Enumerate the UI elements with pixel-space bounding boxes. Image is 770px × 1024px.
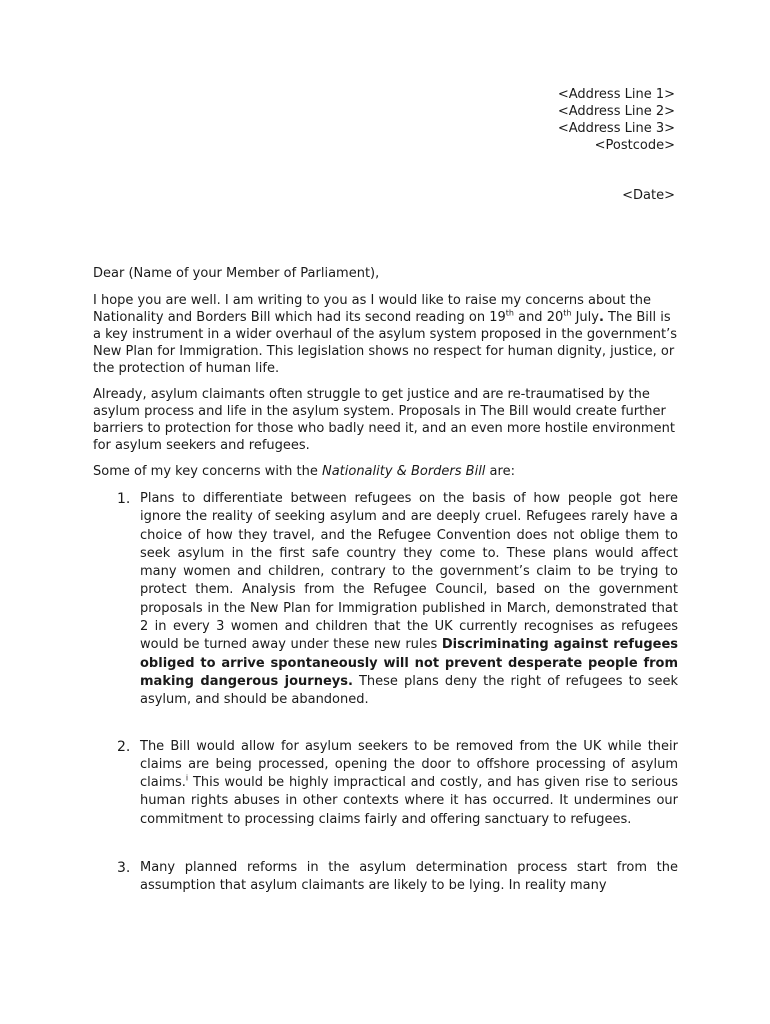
concerns-intro-before: Some of my key concerns with the xyxy=(93,464,322,479)
intro-bold-dot: . xyxy=(598,310,604,325)
intro-sup-2: th xyxy=(563,308,572,318)
intro-text-1: I hope you are well. I am writing to you as I would like to raise my concerns about the Nationality and Borders Bill which had its second reading on 19 xyxy=(93,293,651,325)
letter-date: <Date> xyxy=(622,188,675,203)
concerns-intro-after: are: xyxy=(485,464,515,479)
bill-name: Nationality & Borders Bill xyxy=(321,464,486,479)
intro-text-3: July xyxy=(571,310,599,325)
concerns-intro xyxy=(93,463,678,480)
concern-1-text: Plans to differentiate between refugees on the basis of how people got here ignore the reality of seeking asylum and are deeply cruel. Refugees rarely have a choice of how they travel, and the Refugee Convention does not oblige them to seek asylum in the first safe country they come to. These plans would affect many women and children, contrary to the government’s claim to be trying to protect them. Analysis from the Refugee Council, based on the government proposals in the New Plan for Immigration published in March, demonstrated that 2 in every 3 women and children that the UK currently recognises as refugees would be turned away under these new rules xyxy=(140,491,678,653)
list-item xyxy=(93,490,678,710)
concern-2-after: This would be highly impractical and costly, and has given rise to serious human rights abuses in other contexts where it has occurred. It undermines our commitment to processing claims fairly and offering sanctuary to refugees. xyxy=(140,775,678,827)
list-number: 1. xyxy=(117,491,131,507)
intro-sup-1: th xyxy=(505,308,514,318)
address-postcode: <Postcode> xyxy=(594,138,675,153)
list-item xyxy=(93,738,678,829)
concern-2-text: The Bill would allow for asylum seekers to be removed from the UK while their claims are being processed, opening the door to offshore processing of asylum claims. xyxy=(140,738,678,791)
letter-body xyxy=(93,265,678,896)
paragraph-2: Already, asylum claimants often struggle to get justice and are re-traumatised by the asylum process and life in the asylum system. Proposals in The Bill would create further barriers to protection for those who badly need it, and an even more hostile environment for asylum seekers and refugees. xyxy=(93,387,675,453)
concerns-list xyxy=(93,490,678,896)
concern-3-text: Many planned reforms in the asylum determination process start from the assumption that asylum claimants are likely to be lying. In reality many xyxy=(140,860,678,894)
address-line-1: <Address Line 1> xyxy=(557,87,675,102)
intro-text-4: The Bill is a key instrument in a wider overhaul of the asylum system proposed in the government’s New Plan for Immigration. This legislation shows no respect for human dignity, justice, or the protection of human life. xyxy=(93,310,677,376)
sender-address xyxy=(558,86,675,154)
address-line-2: <Address Line 2> xyxy=(557,104,675,119)
intro-paragraph xyxy=(93,292,678,377)
concern-1-bold: Discriminating against refugees obliged to arrive spontaneously will not prevent desperate people from making dangerous journeys. xyxy=(140,637,679,689)
concern-1-after: These plans deny the right of refugees to seek asylum, and should be abandoned. xyxy=(140,673,678,708)
list-number: 3. xyxy=(117,860,131,877)
salutation: Dear (Name of your Member of Parliament), xyxy=(93,266,380,281)
list-number: 2. xyxy=(117,738,131,755)
footnote-ref[interactable]: i xyxy=(185,773,189,783)
address-line-3: <Address Line 3> xyxy=(557,121,675,136)
list-item xyxy=(93,859,678,896)
intro-text-2: and 20 xyxy=(513,310,564,325)
